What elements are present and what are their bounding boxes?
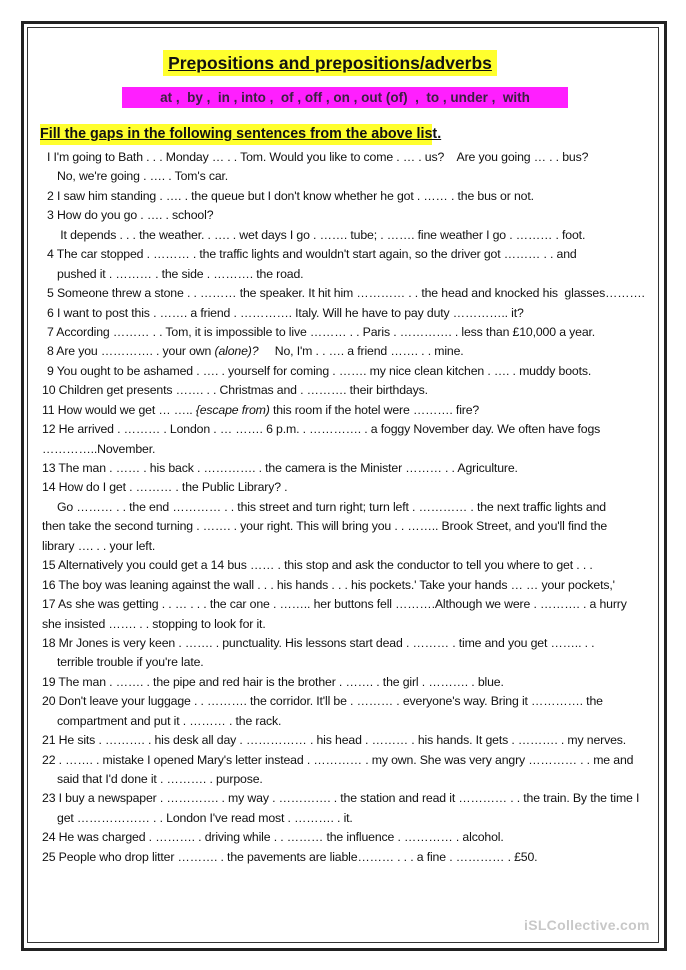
exercise-line: [42, 459, 654, 478]
exercise-line: [42, 206, 654, 225]
exercise-line: [42, 362, 654, 381]
sentence-text: 19 The man . ……. . the pipe and red hair is the brother . ……. . the girl . ………. . blue.: [42, 674, 504, 689]
sentence-text: 6 I want to post this . ……. a friend . …………. Italy. Will he have to pay duty ………….. it?: [47, 305, 524, 320]
exercise-line: [42, 576, 654, 595]
exercise-instruction: Fill the gaps in the following sentences from the above list.: [40, 124, 432, 145]
exercise-line: [42, 751, 654, 770]
sentence-text: 13 The man . …… . his back . …………. . the camera is the Minister ……… . . Agriculture.: [42, 461, 518, 475]
exercise-line: [42, 187, 654, 206]
exercise-line: [42, 517, 654, 536]
worksheet-title: Prepositions and prepositions/adverbs: [163, 50, 497, 76]
sentence-text: pushed it . ……… . the side . ………. the road.: [57, 266, 304, 281]
sentence-text: 16 The boy was leaning against the wall . . . his hands . . . his pockets.' Take your hands … … your pockets,': [42, 577, 615, 592]
exercise-line: [42, 828, 654, 847]
sentence-text: 22 . ……. . mistake I opened Mary's letter instead . ………… . my own. She was very angry ………… . . me and: [42, 752, 634, 767]
exercise-line: [42, 809, 654, 828]
exercise-line: [42, 304, 654, 323]
exercise-line: [42, 692, 654, 711]
sentence-text: library …. . . your left.: [42, 538, 156, 553]
sentence-text: 3 How do you go . …. . school?: [47, 208, 214, 223]
italic-hint: {escape from): [195, 402, 270, 417]
exercise-line: [42, 478, 654, 497]
sentence-text: terrible trouble if you're late.: [57, 655, 204, 670]
sentence-text: compartment and put it . ……… . the rack.: [57, 713, 282, 728]
exercise-line: [42, 284, 654, 303]
exercise-line: [42, 634, 654, 653]
sentence-text: 14 How do I get . ……… . the Public Library? .: [42, 480, 288, 495]
sentence-text: No, we're going . …. . Tom's car.: [57, 169, 229, 184]
exercise-line: [42, 537, 654, 556]
exercise-line: [42, 265, 654, 284]
italic-hint: (alone)?: [214, 344, 259, 359]
exercise-line: [42, 615, 654, 634]
exercise-line: [42, 226, 654, 245]
sentence-text: this room if the hotel were ………. fire?: [269, 402, 480, 417]
exercise-line: [42, 789, 654, 808]
exercise-line: [42, 770, 654, 789]
sentence-text: then take the second turning . ……. . your right. This will bring you . . …….. Brook Street, and you'll find the: [42, 519, 608, 534]
exercise-line: [42, 323, 654, 342]
sentence-text: 8 Are you …………. . your own: [47, 344, 215, 359]
exercise-line: [42, 167, 654, 186]
sentence-text: get ……………… . . London I've read most . ………. . it.: [57, 810, 353, 825]
sentence-text: No, I'm . . …. a friend ……. . . mine.: [258, 344, 464, 359]
exercise-line: [42, 673, 654, 692]
exercise-line: [42, 401, 654, 420]
sentence-text: 18 Mr Jones is very keen . ……. . punctuality. His lessons start dead . ……… . time and you get …….. . .: [42, 635, 595, 650]
sentence-text: said that I'd done it . ………. . purpose.: [57, 772, 263, 786]
exercise-sentences: [42, 148, 654, 867]
sentence-text: 17 As she was getting . . … . . . the car one . …….. her buttons fell ……….Although we were . ………. . a hurry: [42, 597, 627, 612]
sentence-text: It depends . . . the weather. . …. . wet days I go . ……. tube; . ……. fine weather I go . ……… . foot.: [57, 227, 586, 242]
preposition-word-list: at , by , in , into , of , off , on , out (of) , to , under , with: [122, 87, 568, 108]
sentence-text: I I'm going to Bath . . . Monday … . . Tom. Would you like to come . … . us? Are you going … . . bus?: [47, 150, 589, 164]
exercise-line: [42, 595, 654, 614]
sentence-text: 5 Someone threw a stone . . ……… the speaker. It hit him ………… . . the head and knocked his glasses……….: [47, 286, 645, 301]
sentence-text: 15 Alternatively you could get a 14 bus …… . this stop and ask the conductor to tell you where to get . . .: [42, 558, 593, 573]
sentence-text: 9 You ought to be ashamed . …. . yourself for coming . ……. my nice clean kitchen . …. . muddy boots.: [47, 363, 592, 378]
sentence-text: 4 The car stopped . ……… . the traffic lights and wouldn't start again, so the driver got ……… . . and: [47, 247, 577, 262]
sentence-text: 21 He sits . ………. . his desk all day . …………… . his head . ……… . his hands. It gets . ………. . my nerves.: [42, 733, 627, 748]
sentence-text: she insisted ……. . . stopping to look for it.: [42, 616, 266, 631]
sentence-text: 23 I buy a newspaper . …………. . my way . …………. . the station and read it ………… . . the train. By the time I: [42, 791, 640, 806]
exercise-line: [42, 420, 654, 439]
exercise-line: [42, 498, 654, 517]
exercise-line: [42, 245, 654, 264]
exercise-line: [42, 381, 654, 400]
exercise-line: [42, 653, 654, 672]
exercise-line: [42, 148, 654, 167]
sentence-text: 10 Children get presents ……. . . Christmas and . ………. their birthdays.: [42, 383, 428, 398]
exercise-line: [42, 731, 654, 750]
sentence-text: 12 He arrived . ……… . London . … ……. 6 p.m. . …………. . a foggy November day. We often have fogs: [42, 422, 601, 437]
sentence-text: 7 According ……… . . Tom, it is impossible to live ……… . . Paris . …………. . less than £10,000 a year.: [47, 324, 596, 339]
sentence-text: 20 Don't leave your luggage . . ………. the corridor. It'll be . ……… . everyone's way. Bring it …………. the: [42, 694, 603, 709]
site-watermark: iSLCollective.com: [524, 917, 650, 933]
sentence-text: 2 I saw him standing . …. . the queue but I don't know whether he got . …… . the bus or not.: [47, 188, 534, 203]
sentence-text: Go ……… . . the end ………… . . this street and turn right; turn left . ………… . the next traffic lights and: [57, 499, 606, 514]
exercise-line: [42, 712, 654, 731]
sentence-text: …………..November.: [42, 441, 156, 456]
exercise-line: [42, 848, 654, 867]
exercise-line: [42, 342, 654, 361]
sentence-text: 25 People who drop litter ………. . the pavements are liable……… . . . a fine . ………… . £50.: [42, 849, 538, 864]
sentence-text: 24 He was charged . ………. . driving while . . ……… the influence . ………… . alcohol.: [42, 830, 504, 845]
exercise-line: [42, 440, 654, 459]
sentence-text: 11 How would we get … …..: [42, 402, 196, 417]
exercise-line: [42, 556, 654, 575]
